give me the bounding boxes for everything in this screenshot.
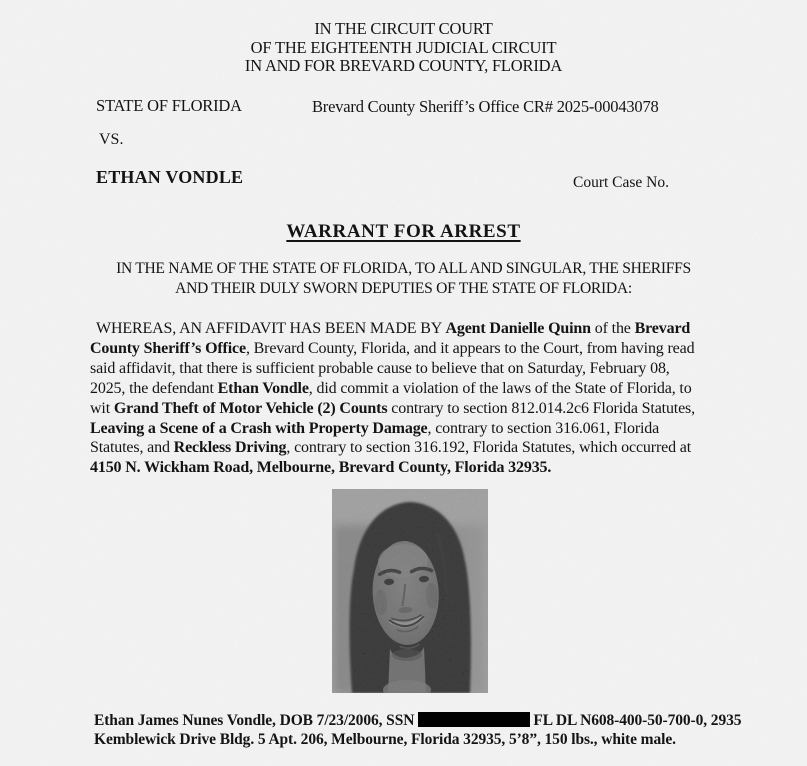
text-segment: Ethan James Nunes Vondle, DOB 7/23/2006, SSN <box>94 712 415 729</box>
court-case-no-label: Court Case No. <box>573 174 670 191</box>
address-line-1: IN THE NAME OF THE STATE OF FLORIDA, TO ALL AND SINGULAR, THE SHERIFFS <box>116 260 691 277</box>
text-segment: 2025, the defendant <box>90 379 218 397</box>
whereas-line <box>90 339 790 359</box>
text-segment: , Brevard County, Florida, and it appears to the Court, from having read <box>245 339 695 357</box>
court-header-line-2: OF THE EIGHTEENTH JUDICIAL CIRCUIT <box>250 37 557 57</box>
identification-block <box>94 711 800 750</box>
defendant-photo <box>332 489 488 693</box>
text-segment: , contrary to section 316.192, Florida Statutes, which occurred at <box>286 439 692 457</box>
text-segment: Grand Theft of Motor Vehicle (2) Counts <box>113 399 388 417</box>
ssn-redaction-box <box>418 712 530 727</box>
text-segment: Reckless Driving <box>173 439 287 457</box>
text-segment: FL DL N608-400-50-700-0, 2935 <box>533 712 742 729</box>
text-segment: , contrary to section 316.061, Florida <box>427 419 660 437</box>
address-line-2: AND THEIR DULY SWORN DEPUTIES OF THE STATE OF FLORIDA: <box>175 279 632 297</box>
whereas-line <box>90 379 790 399</box>
text-segment: contrary to section 812.014.2c6 Florida Statutes, <box>387 399 695 417</box>
versus-label: VS. <box>99 131 124 148</box>
text-segment: of the <box>590 320 635 337</box>
text-segment: 4150 N. Wickham Road, Melbourne, Brevard County, Florida 32935. <box>90 459 552 477</box>
whereas-line <box>90 399 790 419</box>
text-segment: Brevard <box>634 320 691 337</box>
defendant-name: ETHAN VONDLE <box>96 167 244 187</box>
text-segment: Statutes, and <box>90 439 174 457</box>
text-segment: Leaving a Scene of a Crash with Property Damage <box>90 419 428 437</box>
whereas-paragraph <box>90 319 790 478</box>
identification-line-2 <box>94 730 800 749</box>
text-segment: Ethan Vondle <box>217 379 309 397</box>
defendant-portrait-image <box>332 489 488 693</box>
text-segment: , did commit a violation of the laws of the State of Florida, to <box>308 379 692 397</box>
text-segment: wit <box>90 399 114 417</box>
text-segment: County Sheriff’s Office <box>90 339 246 357</box>
court-header-line-1: IN THE CIRCUIT COURT <box>314 19 493 38</box>
court-header <box>0 20 807 76</box>
text-segment: Agent Danielle Quinn <box>445 320 591 337</box>
text-segment: said affidavit, that there is sufficient probable cause to believe that on Saturday, February 08, <box>90 359 670 377</box>
warrant-title: WARRANT FOR ARREST <box>286 221 521 242</box>
address-to-sheriffs <box>0 259 807 298</box>
whereas-line <box>90 319 790 339</box>
agency-case-number: Brevard County Sheriff’s Office CR# 2025-00043078 <box>312 97 659 116</box>
whereas-line <box>90 438 790 458</box>
whereas-line <box>90 419 790 439</box>
whereas-line <box>90 458 790 478</box>
whereas-line <box>90 359 790 379</box>
text-segment: Kemblewick Drive Bldg. 5 Apt. 206, Melbourne, Florida 32935, 5’8”, 150 lbs., white male. <box>94 731 676 749</box>
text-segment: WHEREAS, AN AFFIDAVIT HAS BEEN MADE BY <box>96 320 446 337</box>
court-header-line-3: IN AND FOR BREVARD COUNTY, FLORIDA <box>244 56 563 76</box>
identification-line-1 <box>94 711 800 730</box>
plaintiff-name: STATE OF FLORIDA <box>96 96 242 115</box>
